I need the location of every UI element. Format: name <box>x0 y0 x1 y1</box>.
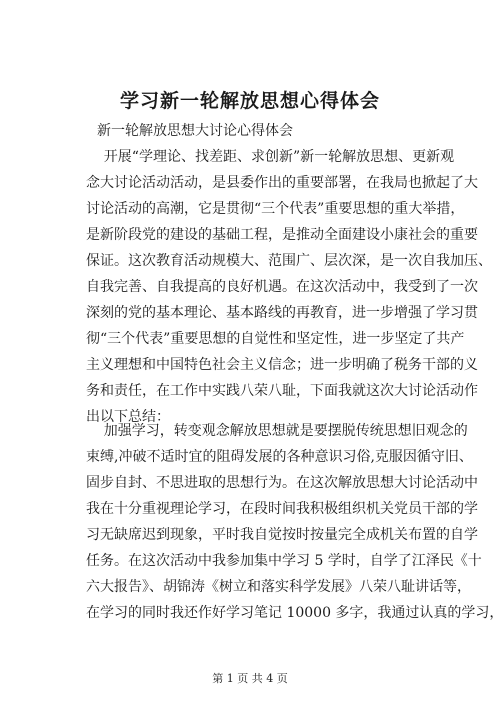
paragraph-line: 加强学习，转变观念解放思想就是要摆脱传统思想旧观念的 <box>86 423 468 439</box>
paragraph-line: 我在十分重视理论学习，在段时间我积极组织机关党员干部的学 <box>86 501 478 517</box>
paragraph-line: 讨论活动的高潮，它是贯彻“三个代表”重要思想的重大举措， <box>86 201 465 217</box>
document-title: 学习新一轮解放思想心得体会 <box>119 90 380 112</box>
paragraph-line: 开展“学理论、找差距、求创新”新一轮解放思想、更新观 <box>86 149 455 165</box>
paragraph-line: 习无缺席迟到现象，平时我自觉按时按量完全成机关布置的自学 <box>86 527 478 543</box>
paragraph-line: 深刻的党的基本理论、基本路线的再教育，进一步增强了学习贯 <box>86 305 478 321</box>
paragraph-line: 任务。在这次活动中我参加集中学习 5 学时，自学了江泽民《十 <box>86 553 482 569</box>
paragraph-2 <box>86 418 503 626</box>
document-subtitle: 新一轮解放思想大讨论心得体会 <box>97 123 293 139</box>
paragraph-line: 保证。这次教育活动规模大、范围广、层次深，是一次自我加压、 <box>86 253 492 269</box>
paragraph-line: 出以下总结： <box>86 409 170 425</box>
page-footer: 第 1 页 共 4 页 <box>212 672 288 685</box>
paragraph-line: 是新阶段党的建设的基础工程，是推动全面建设小康社会的重要 <box>86 227 478 243</box>
paragraph-line: 六大报告》、胡锦涛《树立和落实科学发展》八荣八耻讲话等， <box>86 579 471 595</box>
paragraph-line: 固步自封、不思进取的思想行为。在这次解放思想大讨论活动中 <box>86 475 478 491</box>
paragraph-line: 彻“三个代表”重要思想的自觉性和坚定性，进一步坚定了共产 <box>86 331 465 347</box>
paragraph-line: 束缚,冲破不适时宜的阻碍发展的各种意识习俗,克服因循守旧、 <box>86 449 473 465</box>
paragraph-1 <box>86 144 492 430</box>
paragraph-line: 念大讨论活动活动，是县委作出的重要部署，在我局也掀起了大 <box>86 175 478 191</box>
paragraph-line: 主义理想和中国特色社会主义信念；进一步明确了税务干部的义 <box>86 357 478 373</box>
paragraph-line: 自我完善、自我提高的良好机遇。在这次活动中，我受到了一次 <box>86 279 478 295</box>
paragraph-line: 务和责任，在工作中实践八荣八耻，下面我就这次大讨论活动作 <box>86 383 478 399</box>
paragraph-line: 在学习的同时我还作好学习笔记 10000 多字，我通过认真的学习， <box>86 605 503 621</box>
